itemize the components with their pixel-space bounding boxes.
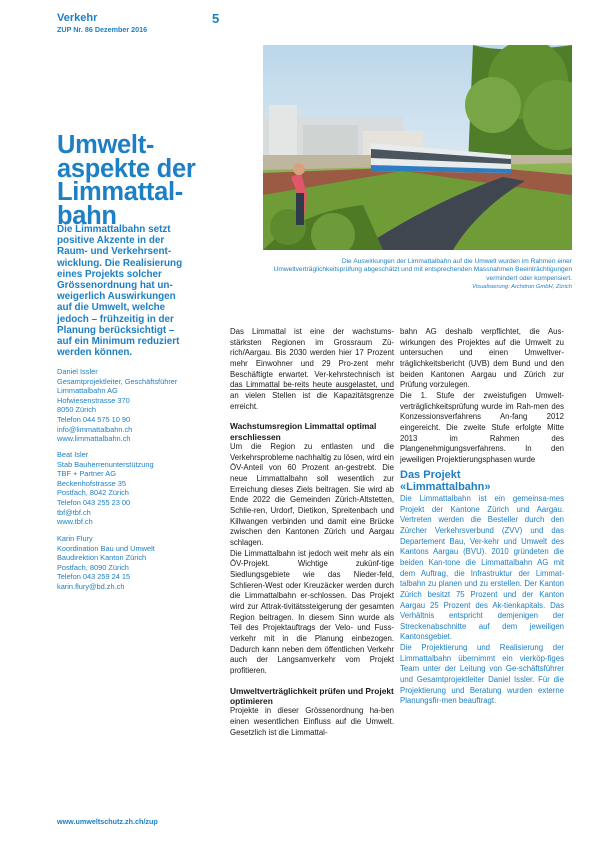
body-paragraph: Das Limmattal ist eine der wachstums-stärksten Regionen im Grossraum Zü-rich/Aargau. Bis 2030 werden hier 17 Prozent mehr Einwohner und 29 Pro-zent mehr Beschäftigte erwartet. Ver-kehrstechnisch ist das Limmattal be-reits heute ausgelastet, und an vielen Stellen ist die Kapazitätsgrenze erreicht. <box>230 327 394 411</box>
lead-line: weigerlich Auswirkungen <box>57 291 176 303</box>
body-paragraph: bahn AG deshalb verpflichtet, die Aus-wirkungen des Projektes auf die Umwelt zu untersuchen und einen Umweltver-träglichkeitsbericht (UVB) dem Bund und den beiden Kantonen Aargau und Zürich zur Prüfung vorzulegen. <box>400 327 564 390</box>
contact-street: Hofwiesenstrasse 370 <box>57 395 130 405</box>
sidebar-heading-line: «Limmattalbahn» <box>400 480 491 493</box>
contact-role: Koordination Bau und Umwelt <box>57 543 155 553</box>
body-paragraph: Die 1. Stufe der zweistufigen Umwelt-verträglichkeitsprüfung wurde im Rah-men des Konzessionsverfahrens An-fang 2012 eingereicht. Die zweite Stufe erfolgte Mitte 2013 im Rahmen des Plangenehmigungsverfahrens. In den jeweiligen Projektierungsphasen wurde <box>400 390 564 464</box>
contact-city: Postfach, 8090 Zürich <box>57 562 129 572</box>
contact-name: Beat Isler <box>57 450 89 459</box>
caption-text: Die Auswirkungen der Limmattalbahn auf die Umwelt wurden im Rahmen einer Umweltverträglichkeitsprüfung abgeschätzt und mit entsprechenden Massnahmen Beeinträchtigungen vermindert oder kompensiert. <box>273 258 572 282</box>
issue-label: ZUP Nr. 86 Dezember 2016 <box>57 25 148 34</box>
contact-org: Limmattalbahn AG <box>57 386 118 396</box>
title-line: aspekte der <box>57 154 196 183</box>
lead-line: eines Projekts solcher <box>57 268 162 280</box>
page-number: 5 <box>212 11 220 26</box>
sidebar-heading <box>400 469 564 493</box>
contact-email-link[interactable]: info@limmattalbahn.ch <box>57 424 133 434</box>
body-column-2 <box>400 327 564 707</box>
title-line: Limmattal- <box>57 178 183 206</box>
body-paragraph: Um die Region zu entlasten und die Verkehrsprobleme nachhaltig zu lösen, wird ein ÖV-Anteil von 60 Prozent an-gestrebt. Die neue Limmattalbahn soll wesentlich zur Erreichung dieses Ziels beitragen. Sie wird ab Ende 2022 die Gemeinden Zürich-Altstetten, Schlie-ren, Urdorf, Dietikon, Spreitenbach und Killwangen verbinden und damit eine Brücke zwischen den Kantonen Zürich und Aargau schlagen. <box>230 442 394 547</box>
lead-line: Raum- und Verkehrsent- <box>57 246 172 258</box>
title-line: bahn <box>57 201 117 230</box>
title-line: Umwelt- <box>57 131 155 159</box>
contact-org: TBF + Partner AG <box>57 469 116 479</box>
subheading-umweltvertraeglichkeit: Umweltverträglichkeit prüfen und Projekt optimieren <box>230 685 394 706</box>
contact-name: Daniel Issler <box>57 367 98 376</box>
subheading-wachstumsregion: Wachstumsregion Limmattal optimal erschliessen <box>230 421 377 442</box>
contact-role: Stab Bauherrenunterstützung <box>57 459 154 469</box>
lead-line: auf die Umwelt, welche <box>57 302 166 314</box>
contact-web-link[interactable]: www.limmattalbahn.ch <box>57 434 131 444</box>
sidebar-paragraph: Die Limmattalbahn ist ein gemeinsa-mes Projekt der Kantone Zürich und Aargau. Vertreten werden die Besteller durch den Zürcher Verkehrsverbund (ZVV) und das Departement Bau, Ver-kehr und Umwelt des Kantons Aargau (BVU). 2010 gründeten die beiden Kan-tone die Limmattalbahn AG mit dem Auftrag, die Infrastruktur der Limmat-talbahn zu planen und zu erstellen. Der Kanton Zürich besitzt 75 Prozent und der Kanton Aargau 25 Prozent des Ak-tienkapitals. Das Verhältnis entspricht demjenigen der Streckenabschnitte auf dem jeweiligen Kantonsgebiet. <box>400 493 564 642</box>
section-label: Verkehr <box>57 12 98 24</box>
body-paragraph: Die Limmattalbahn ist jedoch weit mehr als ein ÖV-Projekt. Wichtige zukünf-tige Siedlungsgebiete wie das Nieder-feld, Schlieren-West oder Kreuzäcker werden durch die Limmattalbahn er-schlossen. Das Projekt wird zur Attrak-tivitätssteigerung der gesamten Region beitragen. In diesem Sinn wurde als Teil des Projektauftrags der Velo- und Fuss-verkehr mit in die Planung einbezogen. Dadurch kann neben dem öffentlichen Verkehr auch der Langsamverkehr vom Projekt profitieren. <box>230 548 394 675</box>
contact-role: Gesamtprojektleiter, Geschäftsführer <box>57 376 178 386</box>
contact-phone: Telefon 043 255 23 00 <box>57 497 131 507</box>
tram-illustration <box>263 45 572 250</box>
contact-name: Karin Flury <box>57 534 93 543</box>
lead-line: Planung berücksichtigt – <box>57 324 175 336</box>
lead-line: jedoch – frühzeitig in der <box>57 313 174 325</box>
photo-credit: Visualisierung: Architron GmbH, Zürich <box>472 283 572 290</box>
lead-line: auf ein Minimum reduziert <box>57 336 180 348</box>
footer-url-link[interactable]: www.umweltschutz.zh.ch/zup <box>57 817 158 826</box>
contact-phone: Telefon 044 575 10 90 <box>57 414 131 424</box>
contact-city: Postfach, 8042 Zürich <box>57 488 129 498</box>
tram-photo <box>263 45 572 250</box>
lead-line: positive Akzente in der <box>57 235 165 247</box>
lead-line: wicklung. Die Realisierung <box>57 257 183 269</box>
article-lead <box>57 224 227 358</box>
contact-flury <box>57 534 235 592</box>
contact-isler <box>57 450 235 527</box>
contact-web-link[interactable]: www.tbf.ch <box>57 517 93 527</box>
contact-email-link[interactable]: tbf@tbf.ch <box>57 507 91 517</box>
sidebar-paragraph: Die Projektierung und Realisierung der Limmattalbahn übernimmt ein vierköp-figes Team unter der Leitung von Ge-schäftsführer und Gesamtprojektleiter Daniel Issler. Für die Projektierung und Beratung wurden externe Planungsfir-men beauftragt. <box>400 643 564 706</box>
contact-phone: Telefon 043 259 24 15 <box>57 572 131 582</box>
lead-line: werden können. <box>57 347 133 359</box>
contact-org: Baudirektion Kanton Zürich <box>57 553 147 563</box>
photo-caption <box>263 258 572 291</box>
contact-email-link[interactable]: karin.flury@bd.zh.ch <box>57 581 125 591</box>
contact-street: Beckenhofstrasse 35 <box>57 478 127 488</box>
sidebar-heading-line: Das Projekt <box>400 468 461 481</box>
contact-issler <box>57 367 235 444</box>
contact-city: 8050 Zürich <box>57 405 97 415</box>
column-divider <box>230 389 394 390</box>
lead-line: Die Limmattalbahn setzt <box>57 224 171 235</box>
body-paragraph: Projekte in dieser Grössenordnung ha-ben einen wesentlichen Einfluss auf die Umwelt. Gesetzlich ist die Limmattal- <box>230 706 394 737</box>
lead-line: Grössenordnung hat un- <box>57 280 173 292</box>
